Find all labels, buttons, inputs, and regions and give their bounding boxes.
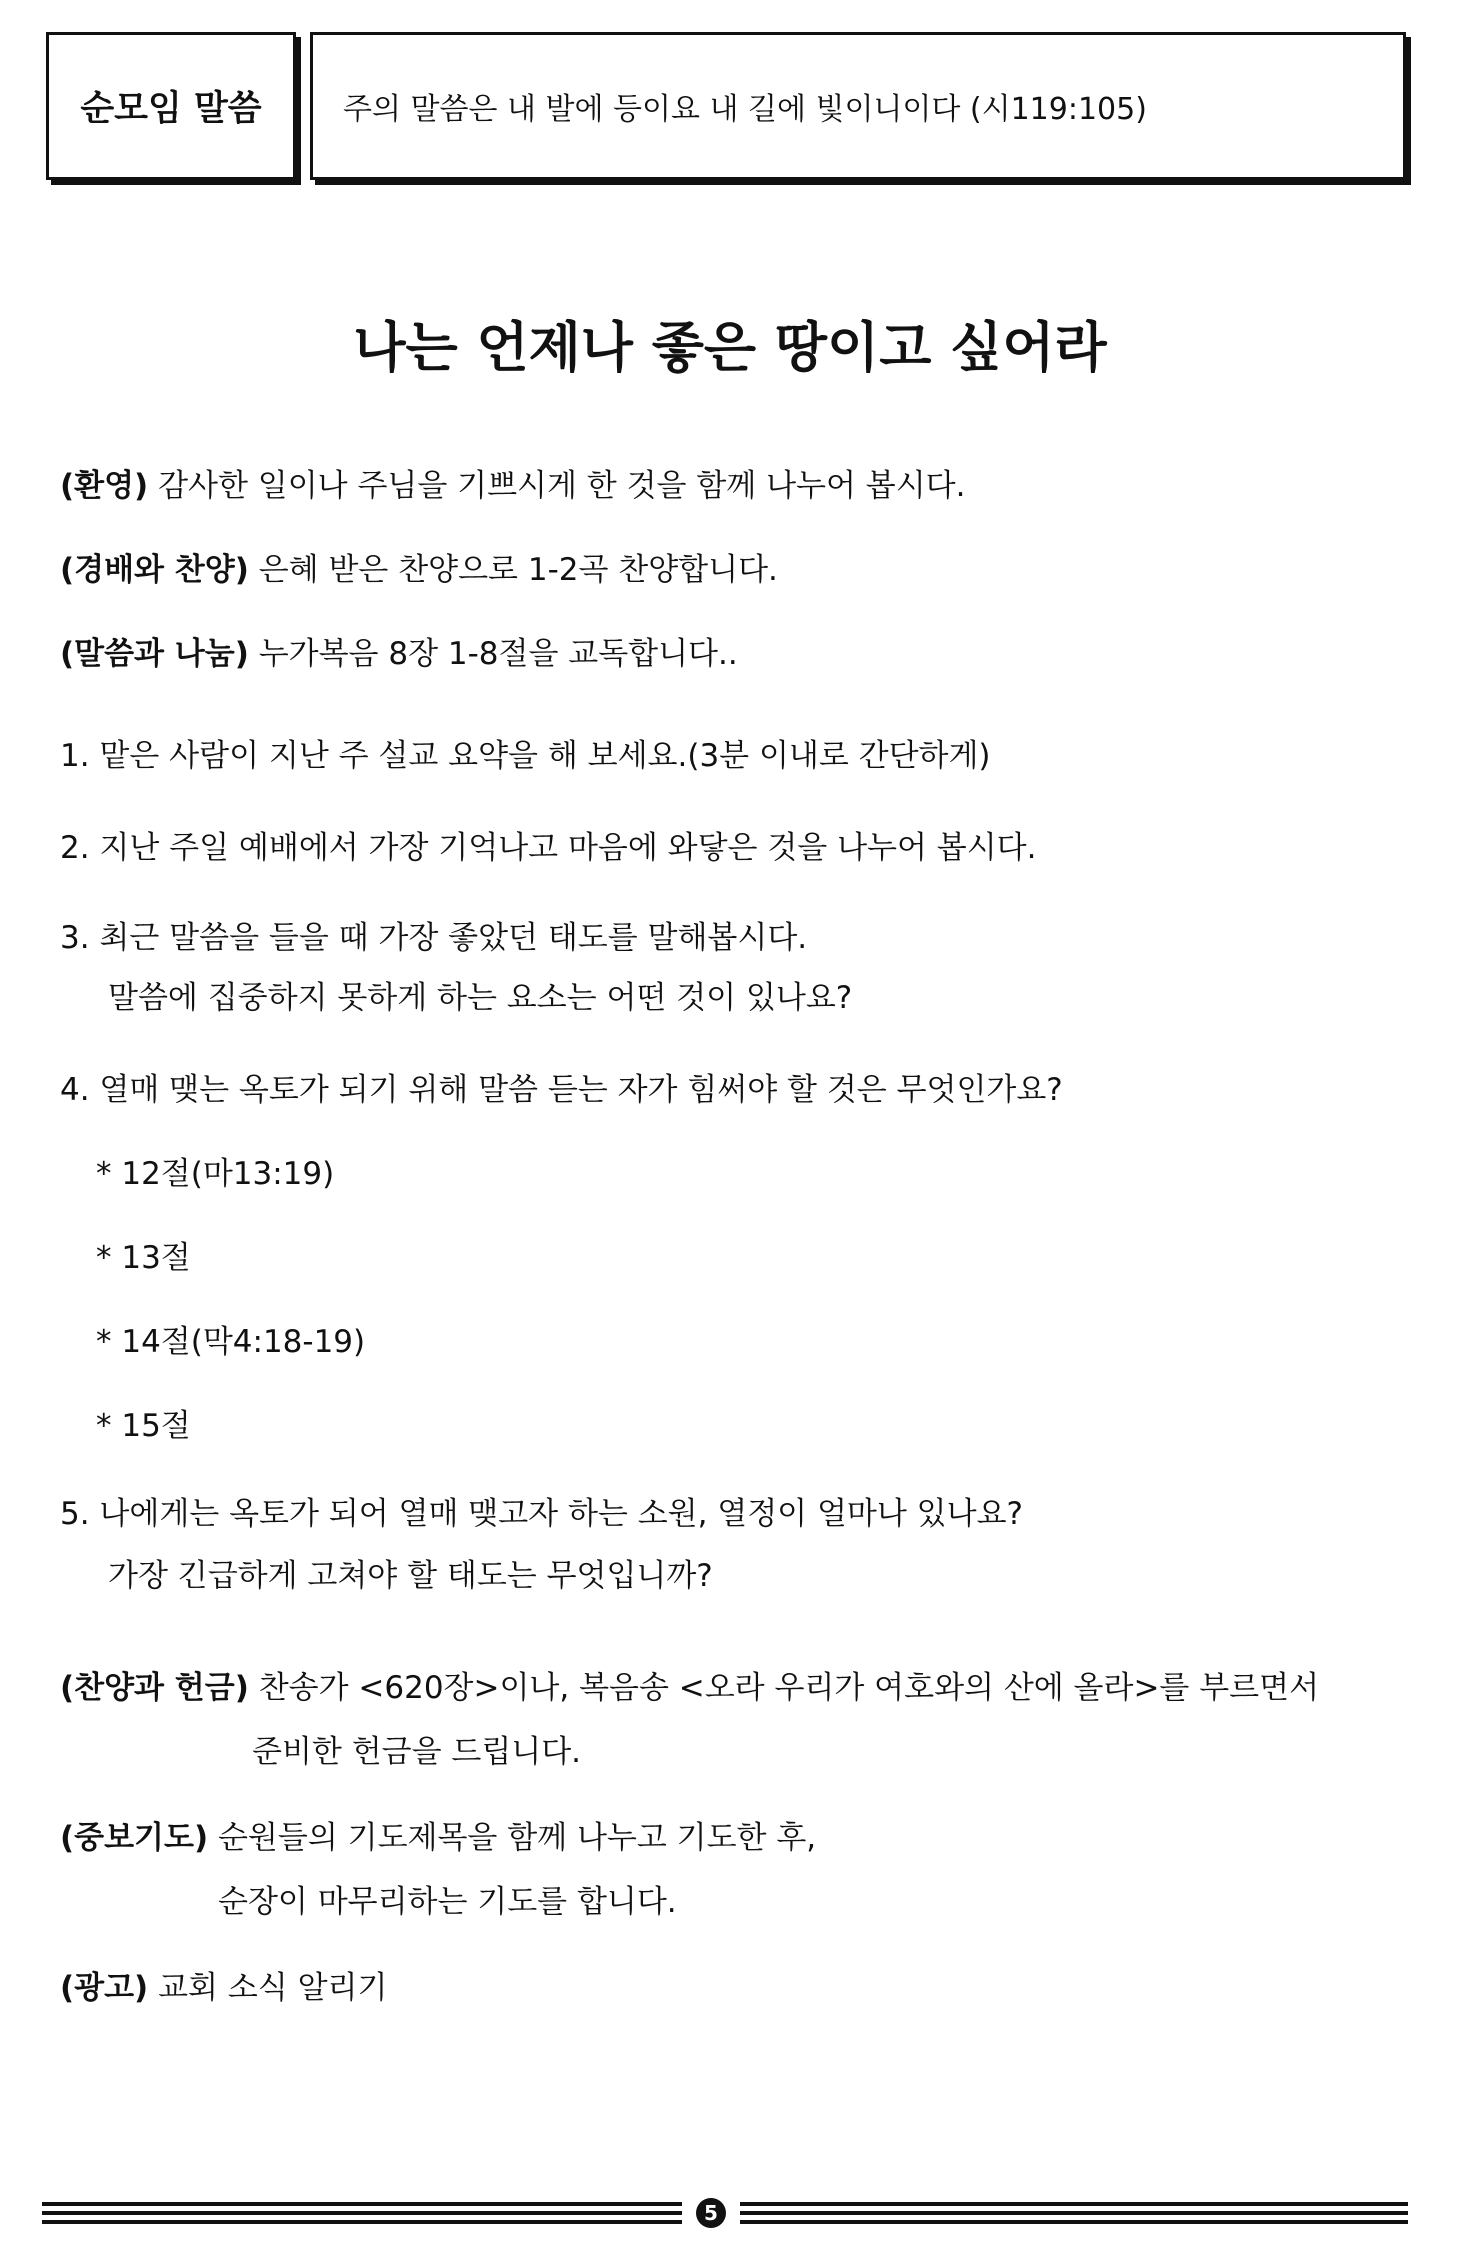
- ads-line: [60, 1970, 387, 2007]
- sub-item: * 13절: [96, 1240, 191, 1276]
- sub-item: * 15절: [96, 1408, 191, 1444]
- footer-rule: [740, 2211, 1408, 2215]
- footer-rule: [740, 2220, 1408, 2224]
- prayer-line: [60, 1820, 816, 1857]
- ads-tag: (광고): [60, 1970, 149, 2006]
- welcome-text: 감사한 일이나 주님을 기쁘시게 한 것을 함께 나누어 봅시다.: [158, 468, 966, 504]
- question-2: 2. 지난 주일 예배에서 가장 기억나고 마음에 와닿은 것을 나누어 봅시다.: [60, 830, 1037, 866]
- footer-rule: [42, 2202, 682, 2206]
- question-5-line-2: 가장 긴급하게 고쳐야 할 태도는 무엇입니까?: [108, 1558, 713, 1594]
- welcome-line: [60, 468, 965, 505]
- section-label: 순모임 말씀: [80, 89, 262, 129]
- offering-text: 찬송가 <620장>이나, 복음송 <오라 우리가 여호와의 산에 올라>를 부르면서: [258, 1670, 1320, 1706]
- section-label-box: [46, 32, 296, 180]
- welcome-tag: (환영): [60, 468, 149, 504]
- theme-verse: 주의 말씀은 내 발에 등이요 내 길에 빛이니이다 (시119:105): [343, 92, 1147, 127]
- question-5: 5. 나에게는 옥토가 되어 열매 맺고자 하는 소원, 열정이 얼마나 있나요?: [60, 1496, 1023, 1532]
- worship-line: [60, 552, 778, 589]
- footer-rule: [42, 2211, 682, 2215]
- offering-line-2: 준비한 헌금을 드립니다.: [252, 1734, 582, 1770]
- question-4: 4. 열매 맺는 옥토가 되기 위해 말씀 듣는 자가 힘써야 할 것은 무엇인가요?: [60, 1072, 1063, 1108]
- page-title: 나는 언제나 좋은 땅이고 싶어라: [353, 316, 1107, 379]
- page-number: 5: [696, 2198, 726, 2228]
- prayer-text: 순원들의 기도제목을 함께 나누고 기도한 후,: [217, 1820, 817, 1856]
- question-1: 1. 맡은 사람이 지난 주 설교 요약을 해 보세요.(3분 이내로 간단하게): [60, 738, 991, 774]
- offering-tag: (찬양과 헌금): [60, 1670, 249, 1706]
- word-tag: (말씀과 나눔): [60, 636, 249, 672]
- ads-text: 교회 소식 알리기: [158, 1970, 388, 2006]
- sub-item: * 14절(막4:18-19): [96, 1324, 366, 1360]
- worship-tag: (경배와 찬양): [60, 552, 249, 588]
- word-line: [60, 636, 738, 673]
- footer: [42, 2198, 1408, 2228]
- footer-rule: [740, 2202, 1408, 2206]
- worship-text: 은혜 받은 찬양으로 1-2곡 찬양합니다.: [258, 552, 778, 588]
- sub-item: * 12절(마13:19): [96, 1156, 335, 1192]
- footer-rule: [42, 2220, 682, 2224]
- question-3-line-2: 말씀에 집중하지 못하게 하는 요소는 어떤 것이 있나요?: [108, 980, 853, 1016]
- question-3: 3. 최근 말씀을 들을 때 가장 좋았던 태도를 말해봅시다.: [60, 920, 808, 956]
- prayer-tag: (중보기도): [60, 1820, 209, 1856]
- offering-line: [60, 1670, 1319, 1707]
- prayer-line-2: 순장이 마무리하는 기도를 합니다.: [218, 1884, 677, 1920]
- word-text: 누가복음 8장 1-8절을 교독합니다..: [258, 636, 738, 672]
- verse-box: [310, 32, 1406, 180]
